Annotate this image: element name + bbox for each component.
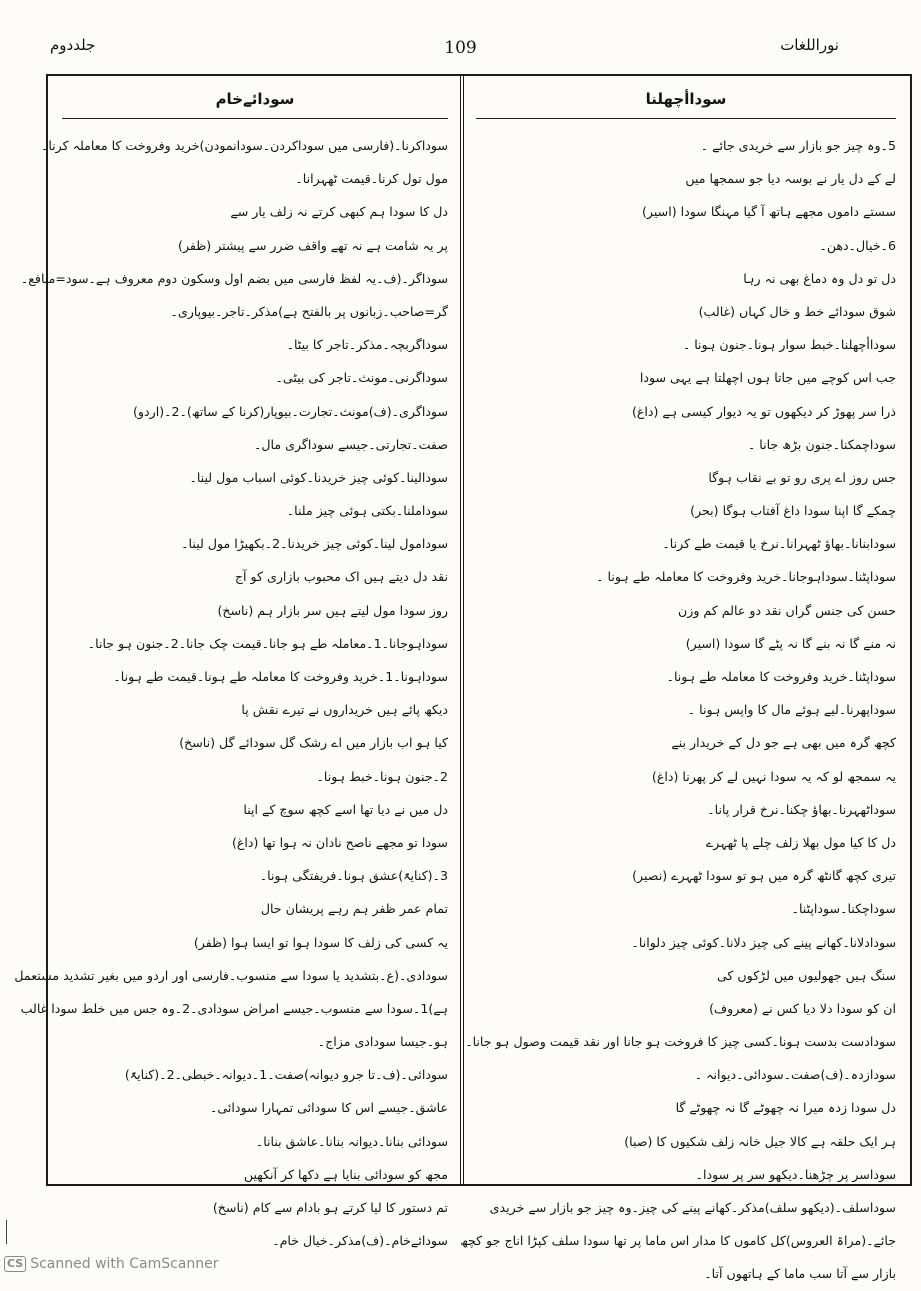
entry-line: شوق سودائے خط و خال کہاں (غالب)	[698, 303, 896, 319]
entry-line: سوداأچھلنا۔خبط سوار ہونا۔جنون ہونا ۔	[682, 337, 896, 353]
entry-line: دل تو دل وہ دماغ بھی نہ رہا	[743, 270, 896, 286]
entry-line: چمکے گا اپنا سودا داغ آفتاب ہوگا (بحر)	[690, 503, 896, 519]
entry-line: سوداسلف۔(دیکھو سلف)مذکر۔کھانے پینے کی چیز۔وہ چیز جو بازار سے خریدی	[489, 1200, 896, 1215]
left-column-title: سودائےخام	[62, 80, 448, 119]
entry-line: بازار سے آتا سب ماما کے ہاتھوں آتا۔	[704, 1266, 896, 1282]
book-title: نوراللغات	[780, 36, 839, 54]
page-number: 109	[444, 38, 477, 58]
entry-line: نقد دل دیتے ہیں اک محبوب بازاری کو آج	[234, 569, 448, 585]
entry-line: سودا تو مجھے ناصح نادان نہ ہوا تھا (داغ)	[232, 834, 448, 850]
right-column-lines	[460, 129, 896, 1291]
entry-line: دیکھ پائے ہیں خریداروں نے تیرے نقش پا	[241, 702, 448, 718]
entry-line: دل میں نے دیا تھا اسے کچھ سوچ کے اپنا	[243, 801, 448, 817]
entry-line: ہے)1۔سودا سے منسوب۔جیسے امراض سودادی۔2۔وہ جس میں خلط سودا غالب	[20, 1000, 448, 1016]
entry-line: سوداٹھہرنا۔بھاؤ چکنا۔نرخ قرار پانا۔	[707, 801, 896, 817]
entry-line: لے کے دل یار نے بوسہ دیا جو سمجھا میں	[685, 171, 896, 187]
entry-line: جائے۔(مراۃ العروس)کل کاموں کا مدار اس ماما پر تھا سودا سلف کپڑا اناج جو کچھ	[460, 1233, 896, 1249]
entry-line: دل سودا زدہ میرا نہ چھوٹے گا نہ چھوٹے گا	[675, 1100, 896, 1116]
entry-line: صفت۔تجارتی۔جیسے سوداگری مال۔	[253, 436, 448, 452]
entry-line: سوداپھرنا۔لیے ہوئے مال کا واپس ہونا ۔	[687, 702, 896, 718]
entry-line: 2۔جنون ہونا۔خبط ہونا۔	[316, 768, 448, 784]
entry-line: یہ سمجھ لو کہ یہ سودا نہیں لے کر پھرنا (داغ)	[651, 768, 896, 784]
entry-line: سودالینا۔کوئی چیز خریدنا۔کوئی اسباب مول لینا۔	[189, 469, 448, 485]
column-divider	[460, 74, 464, 1186]
camscanner-icon: CS	[4, 1256, 26, 1272]
entry-line: سودائی بنانا۔دیوانہ بنانا۔عاشق بنانا۔	[255, 1133, 448, 1149]
entry-line: سودازدہ۔(ف)صفت۔سودائی۔دیوانہ ۔	[694, 1067, 896, 1083]
entry-line: سوداہونا۔1۔خرید وفروخت کا معاملہ طے ہونا۔قیمت طے ہونا۔	[113, 669, 448, 684]
left-column	[14, 80, 456, 1257]
entry-line: سوداسر پر چڑھنا۔دیکھو سر پر سودا۔	[695, 1166, 896, 1182]
entry-line: سودابنانا۔بھاؤ ٹھہرانا۔نرخ یا قیمت طے کرنا۔	[662, 536, 896, 552]
margin-mark	[6, 1220, 7, 1244]
entry-line: مجھ کو سودائی بنایا ہے دکھا کر آنکھیں	[243, 1166, 448, 1182]
entry-line: سوداگر۔(ف۔یہ لفظ فارسی میں بضم اول وسکون دوم معروف ہے۔سود=منافع۔	[20, 270, 448, 286]
entry-line: سودادلانا۔کھانے پینے کی چیز دلانا۔کوئی چیز دلوانا۔	[631, 934, 896, 950]
entry-line: مول تول کرنا۔قیمت ٹھہرانا۔	[295, 171, 448, 187]
entry-line: سوداچمکنا۔جنون بڑھ جانا ۔	[747, 436, 896, 452]
entry-line: کچھ گرہ میں بھی ہے جو دل کے خریدار بنے	[671, 735, 896, 751]
entry-line: دل کا کیا مول بھلا زلف چلے پا ٹھہرے	[705, 834, 896, 850]
entry-line: جس روز اے پری رو تو بے نقاب ہوگا	[708, 469, 896, 485]
entry-line: سوداکرنا۔(فارسی میں سوداکردن۔سودانمودن)خرید وفروخت کا معاملہ کرنا۔	[40, 138, 448, 153]
left-column-lines	[14, 129, 448, 1257]
entry-line: سوداہوجانا۔1۔معاملہ طے ہو جانا۔قیمت چک جانا۔2۔جنون ہو جانا۔	[87, 635, 448, 651]
entry-line: تم دستور کا لیا کرتے ہو بادام سے کام (ناسخ)	[212, 1200, 448, 1215]
entry-line: سودادست بدست ہونا۔کسی چیز کا فروخت ہو جانا اور نقد قیمت وصول ہو جانا۔	[465, 1034, 896, 1050]
entry-line: سوداملنا۔بکتی ہوئی چیز ملنا۔	[286, 503, 448, 519]
entry-line: عاشق۔جیسے اس کا سودائی تمہارا سودائی۔	[209, 1100, 448, 1116]
entry-line: سنگ ہیں جھولیوں میں لڑکوں کی	[716, 967, 896, 983]
entry-line: کیا ہو اب بازار میں اے رشک گل سودائے گل (ناسخ)	[179, 735, 448, 751]
entry-line: 3۔(کنایۃً)عشق ہونا۔فریفتگی ہونا۔	[259, 868, 448, 884]
volume-label: جلددوم	[50, 36, 96, 54]
entry-line: 6۔خیال۔دھن۔	[819, 237, 896, 253]
entry-line: سستے داموں مجھے ہاتھ آ گیا مہنگا سودا (اسیر)	[642, 204, 896, 220]
entry-line: یہ کسی کی زلف کا سودا ہوا تو ایسا ہوا (ظفر)	[193, 934, 448, 950]
entry-line: ہو۔جیسا سودادی مزاج۔	[317, 1034, 448, 1050]
scanner-watermark	[4, 1256, 219, 1272]
entry-line: نہ منے گا نہ بنے گا نہ پٹے گا سودا (اسیر)	[685, 635, 896, 651]
right-column-title: سوداأچھلنا	[476, 80, 896, 119]
entry-line: سودادی۔(ع۔بتشدید یا سودا سے منسوب۔فارسی اور اردو میں بغیر تشدید مستعمل	[14, 967, 448, 983]
entry-line: سوداچکنا۔سوداپٹنا۔	[791, 901, 896, 917]
entry-line: دل کا سودا ہم کبھی کرتے نہ زلف یار سے	[230, 204, 448, 220]
entry-line: تمام عمر ظفر ہم رہے پریشان حال	[260, 901, 448, 917]
entry-line: سوداپٹنا۔خرید وفروخت کا معاملہ طے ہونا۔	[666, 669, 896, 684]
right-column	[460, 80, 906, 1291]
scanner-text: Scanned with CamScanner	[30, 1256, 219, 1272]
entry-line: سودائےخام۔(ف)مذکر۔خیال خام۔	[272, 1233, 448, 1249]
entry-line: سودائی۔(ف۔تا جرو دیوانہ)صفت۔1۔دیوانہ۔خبطی۔2۔(کنایۃً)	[124, 1067, 448, 1083]
entry-line: پر یہ شامت ہے نہ تھے واقف ضرر سے پیشتر (ظفر)	[178, 237, 448, 253]
entry-line: حسن کی جنس گراں نقد دو عالم کم وزن	[678, 602, 896, 618]
entry-line: روز سودا مول لیتے ہیں سر بازار ہم (ناسخ)	[217, 602, 448, 618]
entry-line: ان کو سودا دلا دیا کس نے (معروف)	[709, 1000, 896, 1016]
entry-line: سوداگربچہ۔مذکر۔تاجر کا بیٹا۔	[286, 337, 448, 353]
entry-line: ذرا سر پھوڑ کر دیکھوں تو یہ دیوار کیسی ہے (داغ)	[631, 403, 896, 419]
entry-line: 5۔وہ چیز جو بازار سے خریدی جائے ۔	[700, 138, 896, 153]
entry-line: سوداگری۔(ف)مونث۔تجارت۔بیوپار(کرنا کے ساتھ)۔2۔(اردو)	[133, 403, 448, 419]
entry-line: سوداپٹنا۔سوداہوجانا۔خرید وفروخت کا معاملہ طے ہونا ۔	[596, 569, 896, 585]
entry-line: سودامول لینا۔کوئی چیز خریدنا۔2۔بکھیڑا مول لینا۔	[181, 536, 448, 552]
entry-line: ہر ایک حلقہ ہے کالا جیل خانہ زلف شکیوں کا (صبا)	[624, 1133, 896, 1149]
entry-line: گر=صاحب۔زبانوں پر بالفتح ہے)مذکر۔تاجر۔بیوپاری۔	[170, 303, 448, 319]
entry-line: جب اس کوچے میں جاتا ہوں اچھلتا ہے یہی سودا	[639, 370, 896, 386]
entry-line: تیری کچھ گانٹھ گرہ میں ہو تو سودا ٹھہرے (نصیر)	[632, 868, 896, 884]
entry-line: سوداگرنی۔مونث۔تاجر کی بیٹی۔	[275, 370, 448, 386]
